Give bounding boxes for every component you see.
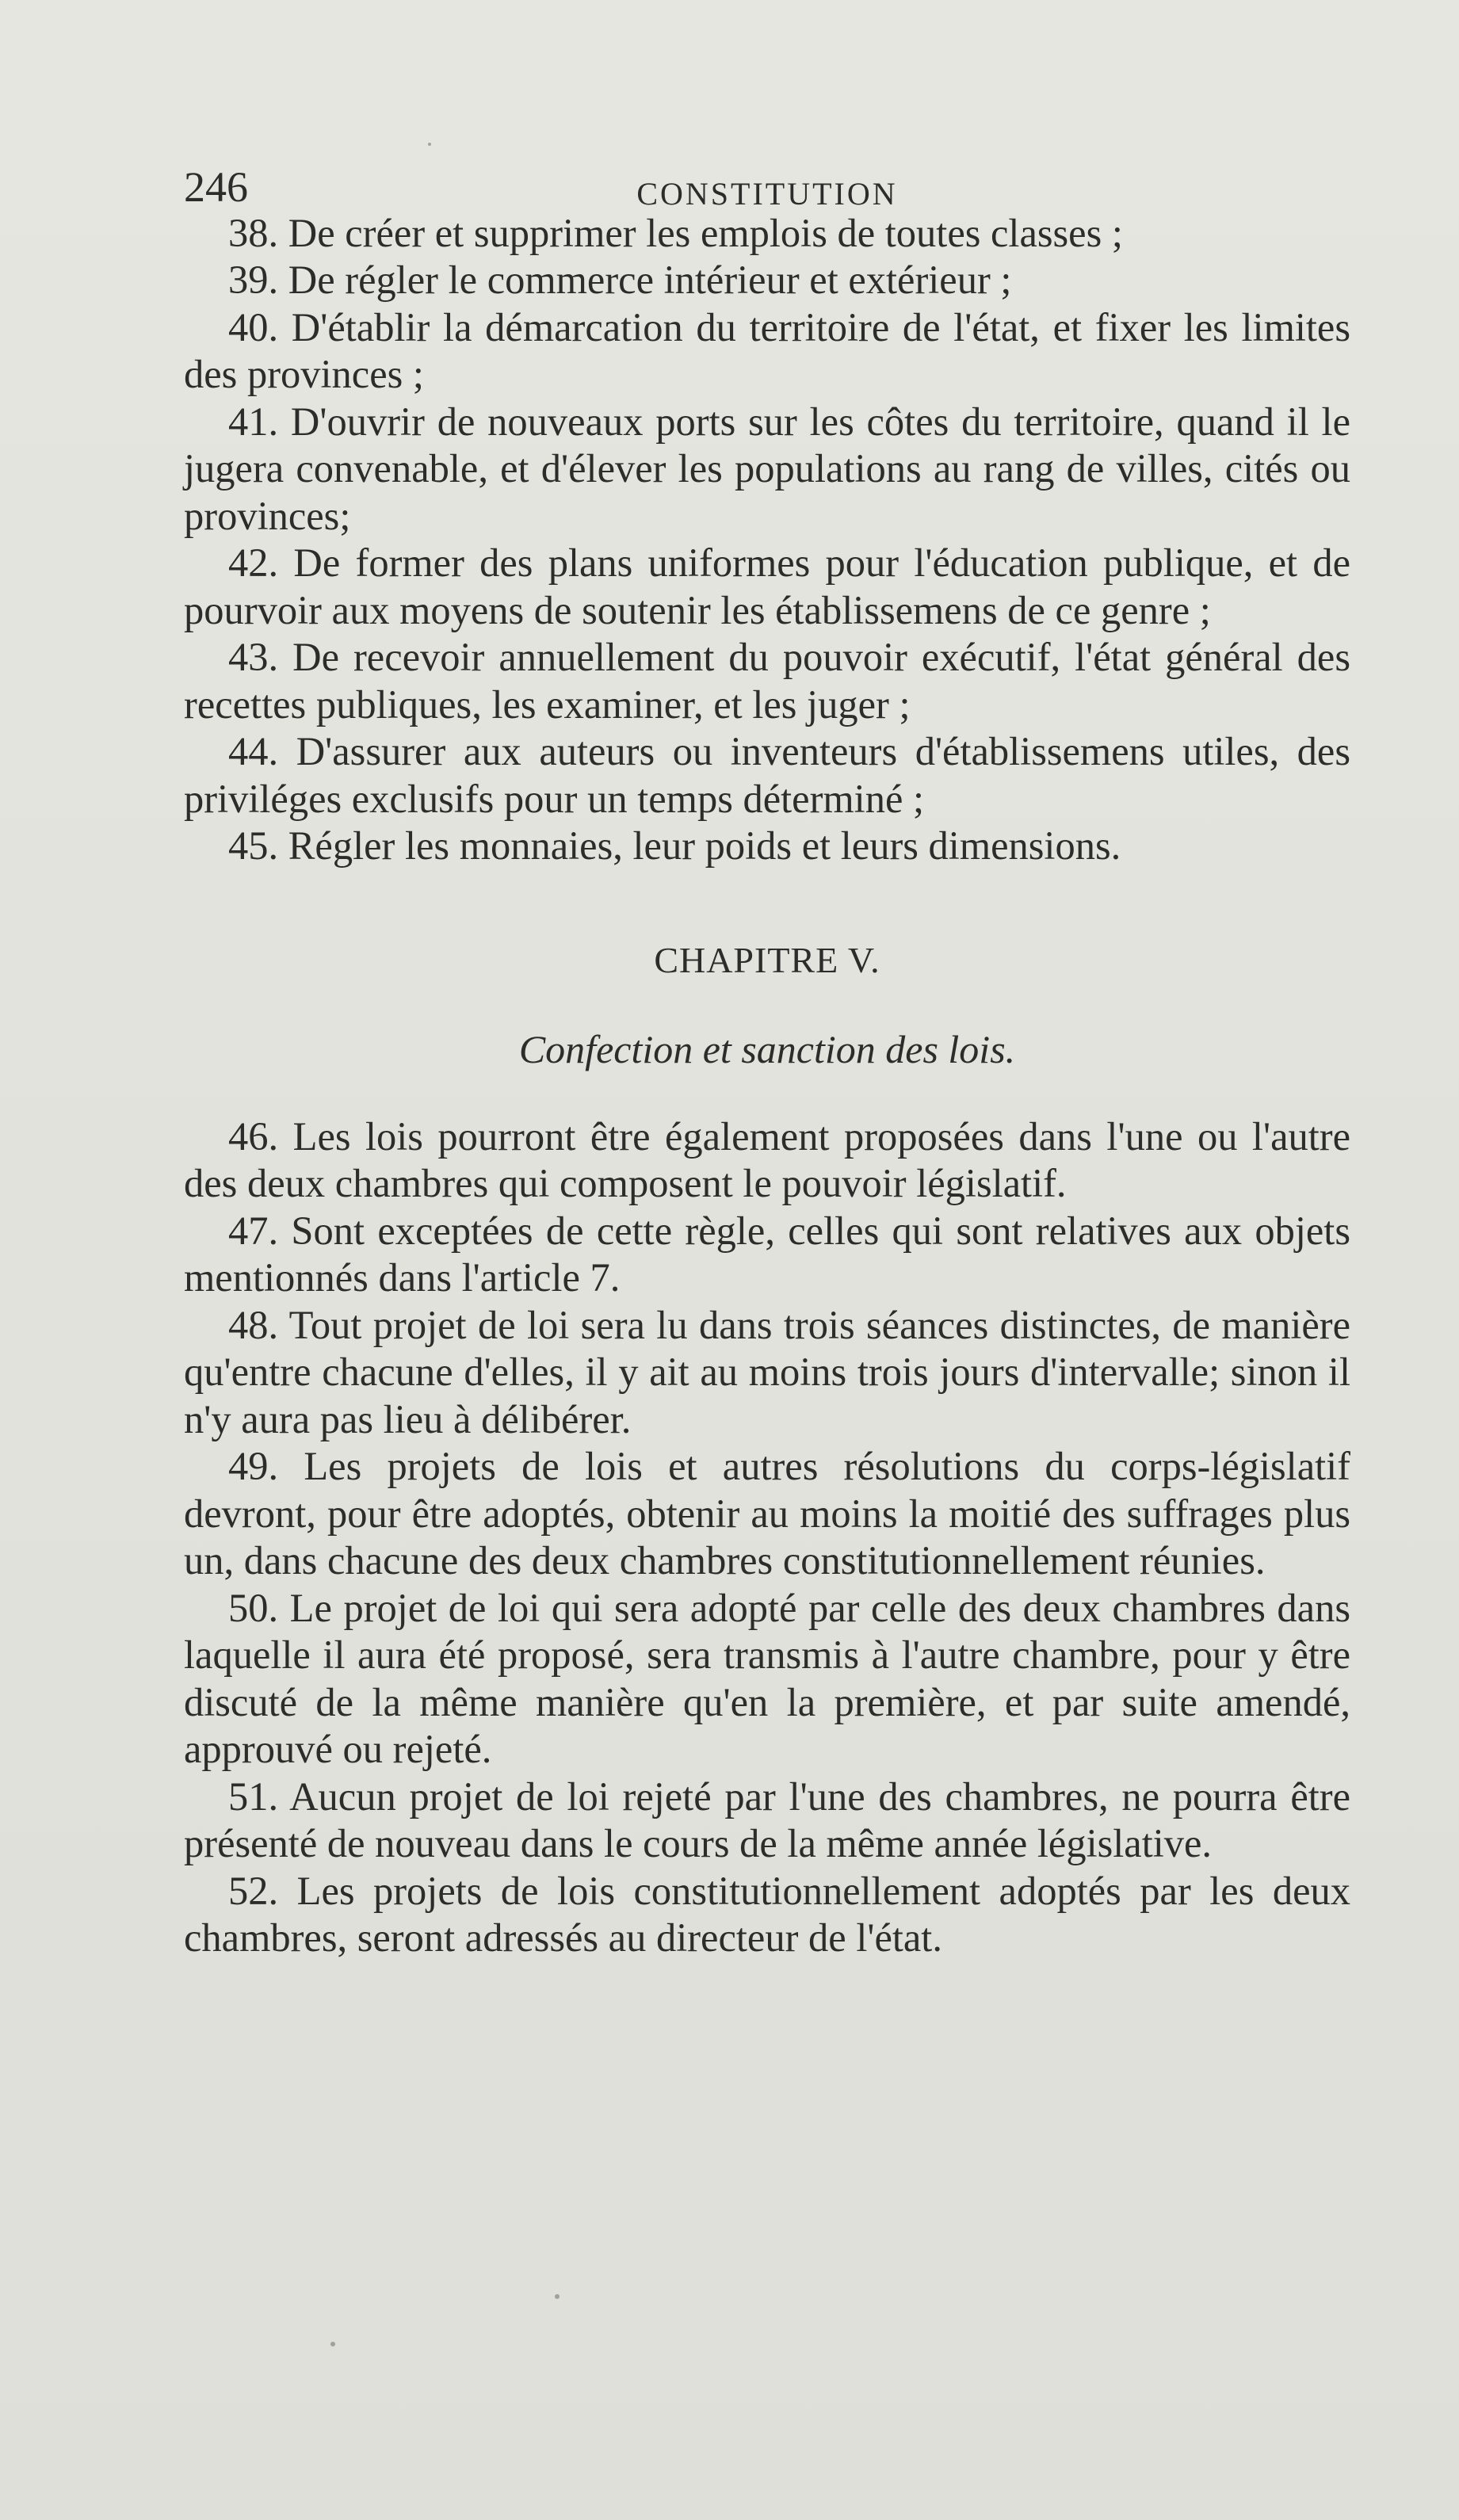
article-43: 43. De recevoir annuellement du pouvoir exécutif, l'état général des recettes publiques, les examiner, et les juger ; [184, 635, 1350, 727]
paper-speck [555, 2294, 560, 2299]
article-49: 49. Les projets de lois et autres résolutions du corps-législatif devront, pour être adoptés, obtenir au moins la moitié des suffrages plus un, dans chacune des deux chambres constitutionnellement réunies. [184, 1444, 1350, 1583]
running-head: CONSTITUTION [636, 176, 898, 212]
page-number: 246 [184, 163, 248, 211]
article-39: 39. De régler le commerce intérieur et extérieur ; [228, 258, 1012, 302]
page-header [184, 162, 1350, 210]
article-44: 44. D'assurer aux auteurs ou inventeurs d'établissemens utiles, des priviléges exclusifs pour un temps déterminé ; [184, 729, 1350, 821]
chapter-subtitle: Confection et sanction des lois. [518, 1027, 1016, 1071]
article-47: 47. Sont exceptées de cette règle, celles qui sont relatives aux objets mentionnés dans l'article 7. [184, 1208, 1350, 1300]
article-40: 40. D'établir la démarcation du territoire de l'état, et fixer les limites des provinces ; [184, 304, 1350, 396]
article-51: 51. Aucun projet de loi rejeté par l'une des chambres, ne pourra être présenté de nouveau dans le cours de la même année législative. [184, 1774, 1350, 1865]
article-38: 38. De créer et supprimer les emplois de toutes classes ; [228, 210, 1123, 255]
article-52: 52. Les projets de lois constitutionnellement adoptés par les deux chambres, seront adressés au directeur de l'état. [184, 1868, 1350, 1960]
article-50: 50. Le projet de loi qui sera adopté par celle des deux chambres dans laquelle il aura été proposé, sera transmis à l'autre chambre, pour y être discuté de la même manière qu'en la première, et par suite amendé, approuvé ou rejeté. [184, 1585, 1350, 1771]
chapter-title: CHAPITRE V. [654, 939, 880, 980]
article-48: 48. Tout projet de loi sera lu dans trois séances distinctes, de manière qu'entre chacune d'elles, il y ait au moins trois jours d'intervalle; sinon il n'y aura pas lieu à délibérer. [184, 1302, 1350, 1441]
paper-speck [330, 2342, 335, 2346]
paper-speck [428, 143, 431, 146]
article-41: 41. D'ouvrir de nouveaux ports sur les côtes du territoire, quand il le jugera convenable, et d'élever les populations au rang de villes, cités ou provinces; [184, 399, 1350, 538]
article-45: 45. Régler les monnaies, leur poids et leurs dimensions. [228, 823, 1121, 868]
article-42: 42. De former des plans uniformes pour l'éducation publique, et de pourvoir aux moyens de soutenir les établissemens de ce genre ; [184, 540, 1350, 632]
article-46: 46. Les lois pourront être également proposées dans l'une ou l'autre des deux chambres qui composent le pouvoir législatif. [184, 1113, 1350, 1205]
page-text-block [184, 162, 1350, 1962]
